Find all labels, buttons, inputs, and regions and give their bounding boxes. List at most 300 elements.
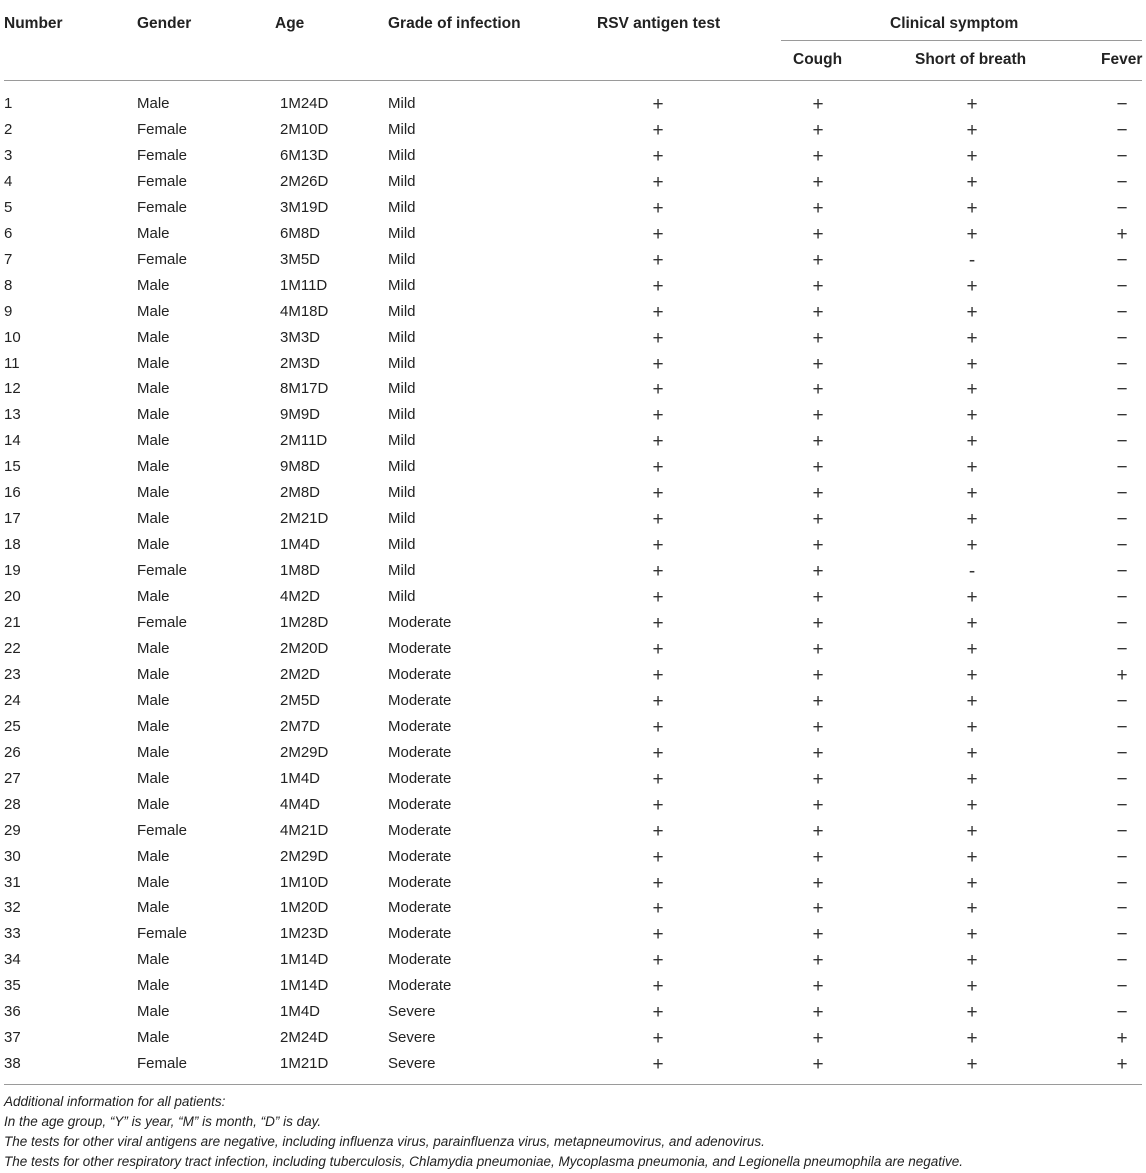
- cell-number: 3: [4, 147, 13, 164]
- cell-fever: −: [1116, 276, 1128, 297]
- cell-grade: Mild: [388, 225, 416, 242]
- cell-age: 4M2D: [280, 588, 321, 605]
- cell-breath: +: [966, 847, 978, 868]
- cell-gender: Male: [137, 899, 170, 916]
- cell-cough: +: [812, 976, 824, 997]
- cell-rsv: +: [652, 405, 664, 426]
- cell-breath: +: [966, 665, 978, 686]
- cell-grade: Mild: [388, 277, 416, 294]
- cell-breath: +: [966, 198, 978, 219]
- cell-age: 1M8D: [280, 562, 321, 579]
- cell-grade: Mild: [388, 588, 416, 605]
- cell-rsv: +: [652, 898, 664, 919]
- cell-number: 28: [4, 796, 21, 813]
- cell-cough: +: [812, 405, 824, 426]
- cell-cough: +: [812, 457, 824, 478]
- cell-number: 16: [4, 484, 21, 501]
- cell-gender: Female: [137, 822, 188, 839]
- cell-grade: Mild: [388, 199, 416, 216]
- cell-cough: +: [812, 276, 824, 297]
- cell-rsv: +: [652, 639, 664, 660]
- cell-cough: +: [812, 847, 824, 868]
- cell-gender: Male: [137, 303, 170, 320]
- cell-age: 1M20D: [280, 899, 329, 916]
- cell-rsv: +: [652, 847, 664, 868]
- cell-cough: +: [812, 379, 824, 400]
- cell-fever: +: [1116, 224, 1128, 245]
- cell-number: 34: [4, 951, 21, 968]
- cell-number: 19: [4, 562, 21, 579]
- cell-gender: Female: [137, 1055, 188, 1072]
- cell-rsv: +: [652, 94, 664, 115]
- cell-breath: +: [966, 535, 978, 556]
- cell-rsv: +: [652, 1054, 664, 1075]
- cell-rsv: +: [652, 276, 664, 297]
- cell-age: 8M17D: [280, 380, 329, 397]
- cell-rsv: +: [652, 873, 664, 894]
- cell-breath: +: [966, 302, 978, 323]
- cell-breath: +: [966, 354, 978, 375]
- footnote-line: The tests for other respiratory tract infection, including tuberculosis, Chlamydia pneumoniae, Mycoplasma pneumonia, and Legionella pneumophila are negative.: [4, 1154, 964, 1169]
- cell-number: 21: [4, 614, 21, 631]
- cell-cough: +: [812, 873, 824, 894]
- cell-rsv: +: [652, 769, 664, 790]
- cell-fever: −: [1116, 898, 1128, 919]
- cell-breath: +: [966, 924, 978, 945]
- cell-gender: Male: [137, 510, 170, 527]
- cell-breath: -: [968, 561, 976, 582]
- cell-number: 13: [4, 406, 21, 423]
- cell-age: 1M23D: [280, 925, 329, 942]
- cell-age: 2M29D: [280, 848, 329, 865]
- cell-rsv: +: [652, 795, 664, 816]
- cell-grade: Moderate: [388, 770, 452, 787]
- cell-gender: Female: [137, 925, 188, 942]
- cell-gender: Male: [137, 458, 170, 475]
- cell-gender: Male: [137, 329, 170, 346]
- cell-rsv: +: [652, 1028, 664, 1049]
- cell-age: 9M9D: [280, 406, 321, 423]
- cell-number: 22: [4, 640, 21, 657]
- cell-gender: Male: [137, 692, 170, 709]
- cell-gender: Male: [137, 848, 170, 865]
- cell-grade: Mild: [388, 95, 416, 112]
- cell-grade: Mild: [388, 251, 416, 268]
- cell-number: 36: [4, 1003, 21, 1020]
- cell-grade: Moderate: [388, 744, 452, 761]
- cell-cough: +: [812, 94, 824, 115]
- cell-breath: +: [966, 224, 978, 245]
- header-cough: Cough: [793, 51, 843, 68]
- cell-fever: −: [1116, 509, 1128, 530]
- cell-age: 4M18D: [280, 303, 329, 320]
- cell-number: 38: [4, 1055, 21, 1072]
- cell-rsv: +: [652, 457, 664, 478]
- cell-breath: +: [966, 431, 978, 452]
- cell-rsv: +: [652, 950, 664, 971]
- cell-fever: −: [1116, 535, 1128, 556]
- cell-breath: +: [966, 769, 978, 790]
- footnote-line: In the age group, “Y” is year, “M” is month, “D” is day.: [4, 1114, 322, 1129]
- cell-breath: +: [966, 1002, 978, 1023]
- cell-age: 9M8D: [280, 458, 321, 475]
- cell-age: 1M11D: [280, 277, 328, 294]
- cell-grade: Mild: [388, 510, 416, 527]
- cell-grade: Moderate: [388, 951, 452, 968]
- cell-rsv: +: [652, 717, 664, 738]
- table-bottom-rule: [4, 1084, 1142, 1085]
- cell-grade: Moderate: [388, 977, 452, 994]
- cell-number: 11: [4, 355, 20, 372]
- cell-fever: +: [1116, 665, 1128, 686]
- cell-gender: Male: [137, 1029, 170, 1046]
- cell-gender: Male: [137, 1003, 170, 1020]
- cell-fever: −: [1116, 847, 1128, 868]
- cell-fever: −: [1116, 328, 1128, 349]
- cell-breath: +: [966, 613, 978, 634]
- cell-rsv: +: [652, 924, 664, 945]
- header-number: Number: [4, 15, 63, 32]
- cell-cough: +: [812, 431, 824, 452]
- cell-grade: Moderate: [388, 692, 452, 709]
- cell-gender: Female: [137, 562, 188, 579]
- cell-rsv: +: [652, 328, 664, 349]
- cell-rsv: +: [652, 535, 664, 556]
- cell-breath: +: [966, 795, 978, 816]
- cell-gender: Male: [137, 796, 170, 813]
- header-rsv: RSV antigen test: [597, 15, 721, 32]
- cell-rsv: +: [652, 120, 664, 141]
- cell-fever: −: [1116, 976, 1128, 997]
- cell-fever: −: [1116, 717, 1128, 738]
- cell-grade: Mild: [388, 536, 416, 553]
- cell-gender: Male: [137, 380, 170, 397]
- footnote-line: Additional information for all patients:: [4, 1094, 226, 1109]
- cell-cough: +: [812, 717, 824, 738]
- cell-fever: −: [1116, 379, 1128, 400]
- cell-grade: Mild: [388, 562, 416, 579]
- cell-rsv: +: [652, 509, 664, 530]
- cell-number: 31: [4, 874, 21, 891]
- cell-gender: Male: [137, 406, 170, 423]
- cell-cough: +: [812, 665, 824, 686]
- cell-age: 2M21D: [280, 510, 329, 527]
- cell-fever: −: [1116, 587, 1128, 608]
- cell-breath: +: [966, 94, 978, 115]
- cell-number: 1: [4, 95, 13, 112]
- cell-fever: −: [1116, 250, 1128, 271]
- cell-fever: −: [1116, 405, 1128, 426]
- cell-fever: −: [1116, 743, 1128, 764]
- cell-number: 8: [4, 277, 13, 294]
- cell-rsv: +: [652, 976, 664, 997]
- cell-rsv: +: [652, 665, 664, 686]
- cell-gender: Female: [137, 121, 188, 138]
- cell-grade: Moderate: [388, 899, 452, 916]
- cell-gender: Male: [137, 355, 170, 372]
- cell-cough: +: [812, 924, 824, 945]
- cell-breath: +: [966, 328, 978, 349]
- cell-number: 25: [4, 718, 21, 735]
- cell-breath: +: [966, 587, 978, 608]
- cell-breath: +: [966, 509, 978, 530]
- cell-gender: Male: [137, 95, 170, 112]
- cell-breath: +: [966, 276, 978, 297]
- cell-breath: +: [966, 717, 978, 738]
- cell-number: 18: [4, 536, 21, 553]
- cell-cough: +: [812, 821, 824, 842]
- cell-breath: +: [966, 639, 978, 660]
- cell-breath: +: [966, 691, 978, 712]
- cell-rsv: +: [652, 302, 664, 323]
- cell-number: 30: [4, 848, 21, 865]
- cell-cough: +: [812, 795, 824, 816]
- cell-breath: +: [966, 898, 978, 919]
- cell-grade: Mild: [388, 147, 416, 164]
- cell-fever: −: [1116, 354, 1128, 375]
- cell-fever: −: [1116, 561, 1128, 582]
- cell-fever: −: [1116, 457, 1128, 478]
- cell-age: 1M21D: [280, 1055, 329, 1072]
- cell-fever: −: [1116, 146, 1128, 167]
- cell-gender: Male: [137, 536, 170, 553]
- cell-age: 3M5D: [280, 251, 321, 268]
- cell-number: 4: [4, 173, 13, 190]
- cell-rsv: +: [652, 561, 664, 582]
- cell-cough: +: [812, 639, 824, 660]
- cell-cough: +: [812, 328, 824, 349]
- cell-age: 6M13D: [280, 147, 329, 164]
- header-short-of-breath: Short of breath: [915, 51, 1027, 68]
- footnote-line: The tests for other viral antigens are negative, including influenza virus, parainfluenza virus, metapneumovirus, and adenovirus.: [4, 1134, 765, 1149]
- cell-number: 27: [4, 770, 21, 787]
- cell-age: 2M5D: [280, 692, 321, 709]
- cell-rsv: +: [652, 172, 664, 193]
- cell-number: 33: [4, 925, 21, 942]
- cell-rsv: +: [652, 613, 664, 634]
- cell-gender: Female: [137, 173, 188, 190]
- cell-age: 2M11D: [280, 432, 328, 449]
- cell-number: 20: [4, 588, 21, 605]
- cell-gender: Male: [137, 640, 170, 657]
- cell-fever: −: [1116, 431, 1128, 452]
- cell-number: 2: [4, 121, 13, 138]
- cell-grade: Moderate: [388, 796, 452, 813]
- cell-fever: −: [1116, 483, 1128, 504]
- header-grade: Grade of infection: [388, 15, 521, 32]
- cell-fever: −: [1116, 94, 1128, 115]
- header-age: Age: [275, 15, 305, 32]
- cell-age: 2M2D: [280, 666, 321, 683]
- cell-number: 37: [4, 1029, 21, 1046]
- cell-breath: +: [966, 1054, 978, 1075]
- cell-gender: Male: [137, 977, 170, 994]
- cell-grade: Mild: [388, 173, 416, 190]
- header-clinical-symptom: Clinical symptom: [890, 15, 1019, 32]
- cell-cough: +: [812, 691, 824, 712]
- cell-grade: Moderate: [388, 822, 452, 839]
- cell-age: 4M21D: [280, 822, 329, 839]
- cell-fever: +: [1116, 1054, 1128, 1075]
- cell-cough: +: [812, 1054, 824, 1075]
- cell-age: 2M10D: [280, 121, 329, 138]
- cell-fever: −: [1116, 950, 1128, 971]
- cell-fever: −: [1116, 1002, 1128, 1023]
- cell-grade: Severe: [388, 1003, 436, 1020]
- cell-grade: Moderate: [388, 718, 452, 735]
- cell-rsv: +: [652, 379, 664, 400]
- cell-breath: +: [966, 743, 978, 764]
- cell-number: 15: [4, 458, 21, 475]
- cell-gender: Male: [137, 432, 170, 449]
- cell-number: 17: [4, 510, 21, 527]
- header-gender: Gender: [137, 15, 192, 32]
- cell-grade: Moderate: [388, 666, 452, 683]
- cell-grade: Mild: [388, 432, 416, 449]
- cell-gender: Male: [137, 718, 170, 735]
- cell-number: 9: [4, 303, 13, 320]
- cell-age: 4M4D: [280, 796, 321, 813]
- cell-age: 2M24D: [280, 1029, 329, 1046]
- cell-age: 1M14D: [280, 977, 329, 994]
- cell-breath: +: [966, 1028, 978, 1049]
- cell-cough: +: [812, 224, 824, 245]
- cell-rsv: +: [652, 198, 664, 219]
- cell-gender: Male: [137, 484, 170, 501]
- cell-age: 1M4D: [280, 770, 321, 787]
- cell-cough: +: [812, 509, 824, 530]
- cell-number: 5: [4, 199, 13, 216]
- cell-breath: +: [966, 172, 978, 193]
- cell-grade: Mild: [388, 380, 416, 397]
- cell-breath: +: [966, 950, 978, 971]
- cell-age: 3M3D: [280, 329, 321, 346]
- cell-breath: +: [966, 146, 978, 167]
- cell-breath: +: [966, 821, 978, 842]
- cell-breath: +: [966, 873, 978, 894]
- cell-breath: +: [966, 405, 978, 426]
- cell-grade: Moderate: [388, 640, 452, 657]
- cell-number: 29: [4, 822, 21, 839]
- cell-fever: −: [1116, 873, 1128, 894]
- cell-gender: Male: [137, 874, 170, 891]
- cell-gender: Male: [137, 666, 170, 683]
- cell-fever: −: [1116, 639, 1128, 660]
- cell-fever: +: [1116, 1028, 1128, 1049]
- cell-grade: Mild: [388, 329, 416, 346]
- cell-breath: +: [966, 483, 978, 504]
- cell-fever: −: [1116, 198, 1128, 219]
- cell-grade: Mild: [388, 355, 416, 372]
- cell-grade: Mild: [388, 458, 416, 475]
- cell-grade: Severe: [388, 1055, 436, 1072]
- cell-cough: +: [812, 120, 824, 141]
- cell-cough: +: [812, 561, 824, 582]
- cell-number: 26: [4, 744, 21, 761]
- cell-age: 6M8D: [280, 225, 321, 242]
- cell-cough: +: [812, 302, 824, 323]
- cell-gender: Female: [137, 251, 188, 268]
- cell-gender: Male: [137, 770, 170, 787]
- cell-cough: +: [812, 898, 824, 919]
- cell-cough: +: [812, 198, 824, 219]
- cell-age: 2M8D: [280, 484, 321, 501]
- cell-age: 2M29D: [280, 744, 329, 761]
- cell-number: 14: [4, 432, 21, 449]
- cell-number: 35: [4, 977, 21, 994]
- cell-grade: Severe: [388, 1029, 436, 1046]
- cell-rsv: +: [652, 354, 664, 375]
- cell-rsv: +: [652, 821, 664, 842]
- cell-fever: −: [1116, 172, 1128, 193]
- header-fever: Fever: [1101, 51, 1143, 68]
- cell-cough: +: [812, 587, 824, 608]
- cell-gender: Male: [137, 744, 170, 761]
- cell-number: 32: [4, 899, 21, 916]
- cell-gender: Male: [137, 588, 170, 605]
- cell-rsv: +: [652, 743, 664, 764]
- header-bottom-rule: [4, 80, 1142, 81]
- cell-rsv: +: [652, 587, 664, 608]
- cell-age: 1M28D: [280, 614, 329, 631]
- cell-gender: Female: [137, 147, 188, 164]
- cell-age: 2M26D: [280, 173, 329, 190]
- cell-fever: −: [1116, 120, 1128, 141]
- cell-grade: Mild: [388, 121, 416, 138]
- cell-breath: +: [966, 976, 978, 997]
- cell-age: 2M20D: [280, 640, 329, 657]
- cell-fever: −: [1116, 821, 1128, 842]
- cell-number: 12: [4, 380, 21, 397]
- cell-fever: −: [1116, 691, 1128, 712]
- cell-breath: +: [966, 457, 978, 478]
- cell-grade: Moderate: [388, 874, 452, 891]
- cell-breath: +: [966, 379, 978, 400]
- cell-rsv: +: [652, 431, 664, 452]
- cell-rsv: +: [652, 250, 664, 271]
- cell-cough: +: [812, 172, 824, 193]
- cell-cough: +: [812, 613, 824, 634]
- cell-age: 1M14D: [280, 951, 329, 968]
- cell-breath: -: [968, 250, 976, 271]
- cell-fever: −: [1116, 302, 1128, 323]
- cell-age: 1M10D: [280, 874, 329, 891]
- cell-gender: Female: [137, 614, 188, 631]
- cell-fever: −: [1116, 924, 1128, 945]
- cell-number: 23: [4, 666, 21, 683]
- cell-age: 1M4D: [280, 536, 321, 553]
- cell-rsv: +: [652, 483, 664, 504]
- cell-grade: Moderate: [388, 925, 452, 942]
- cell-grade: Moderate: [388, 848, 452, 865]
- cell-cough: +: [812, 146, 824, 167]
- cell-cough: +: [812, 535, 824, 556]
- cell-gender: Female: [137, 199, 188, 216]
- cell-cough: +: [812, 743, 824, 764]
- clinical-symptom-rule: [781, 40, 1142, 41]
- cell-cough: +: [812, 950, 824, 971]
- cell-cough: +: [812, 769, 824, 790]
- cell-cough: +: [812, 1002, 824, 1023]
- cell-number: 10: [4, 329, 21, 346]
- cell-age: 1M24D: [280, 95, 329, 112]
- cell-cough: +: [812, 1028, 824, 1049]
- cell-rsv: +: [652, 224, 664, 245]
- cell-fever: −: [1116, 769, 1128, 790]
- cell-number: 6: [4, 225, 13, 242]
- cell-gender: Male: [137, 951, 170, 968]
- cell-age: 2M3D: [280, 355, 321, 372]
